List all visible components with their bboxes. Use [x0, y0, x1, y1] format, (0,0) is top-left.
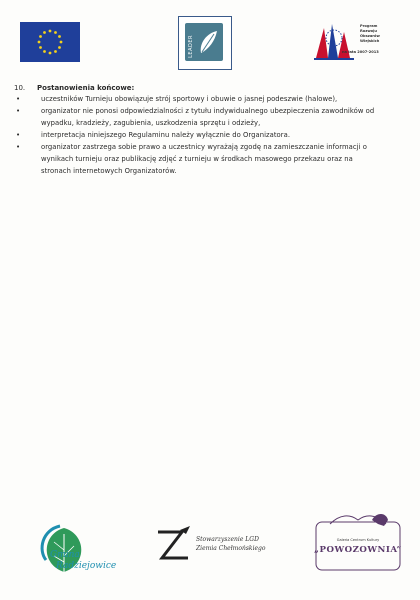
- bullet-1: •: [16, 95, 21, 103]
- prow-line-1: Program: [360, 24, 378, 28]
- gmina-name-2: Radziejowice: [56, 561, 117, 571]
- prow-flag-icon: [310, 18, 358, 64]
- text-line-2: organizator nie ponosi odpowiedzialności z tytułu indywidualnego ubezpieczenia zawodników od: [41, 107, 375, 115]
- powoz-name: „POWOZOWNIA”: [314, 545, 402, 555]
- text-line-1: uczestników Turnieju obowiązuje strój sportowy i obuwie o jasnej podeszwie (halowe),: [41, 95, 338, 103]
- text-line-5: organizator zastrzega sobie prawo a uczestnicy wyrażają zgodę na zamieszczanie informacji o: [41, 143, 367, 151]
- lgd-logo: [154, 522, 284, 572]
- lgd-name-1: Stowarzyszenie LGD: [196, 536, 259, 543]
- text-line-4: interpretacja niniejszego Regulaminu należy wyłącznie do Organizatora.: [41, 131, 291, 139]
- leader-text: LEADER: [188, 35, 194, 58]
- prow-line-5: na lata 2007-2013: [342, 50, 379, 54]
- z-bird-icon: [154, 524, 194, 564]
- leader-emblem: [185, 23, 223, 61]
- text-line-7: stronach internetowych Organizatorów.: [41, 167, 177, 175]
- eu-stars-icon: [20, 22, 80, 62]
- prow-line-2: Rozwoju: [360, 29, 377, 33]
- leaf-icon: [185, 23, 223, 61]
- bullet-4: •: [16, 143, 21, 151]
- prow-line-3: Obszarów: [360, 34, 380, 38]
- gmina-logo: [34, 520, 124, 582]
- prow-logo: [310, 16, 400, 70]
- text-line-3: wypadku, kradzieży, zagubienia, uszkodzenia sprzętu i odzieży,: [41, 119, 261, 127]
- powozownia-logo: [310, 512, 406, 582]
- powoz-gallery-text: Galeria Centrum Kultury: [336, 538, 380, 542]
- eu-flag-logo: [20, 22, 80, 62]
- section-number: 10.: [14, 84, 26, 92]
- bullet-3: •: [16, 131, 21, 139]
- lgd-name-2: Ziemia Chełmońskiego: [196, 545, 266, 552]
- text-line-6: wynikach turnieju oraz publikację zdjęć z turnieju w środkach masowego przekazu oraz na: [41, 155, 353, 163]
- bullet-2: •: [16, 107, 21, 115]
- section-title: Postanowienia końcowe:: [37, 84, 135, 92]
- prow-line-4: Wiejskich: [360, 39, 380, 43]
- gmina-name-1: Gmina: [50, 550, 80, 560]
- leader-logo: [178, 16, 232, 70]
